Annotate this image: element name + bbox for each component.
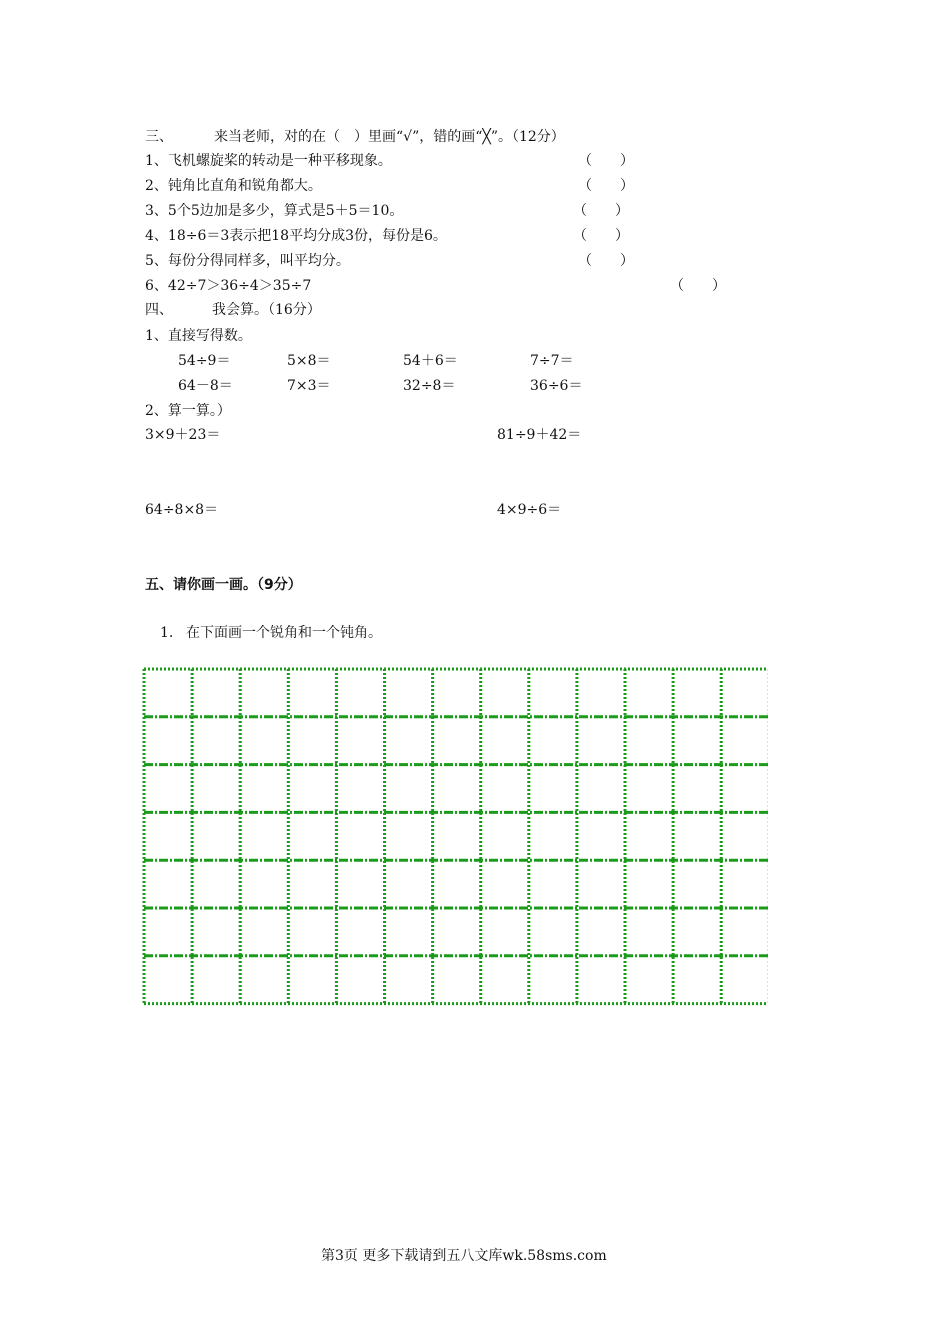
answer-paren-6[interactable]: （ ）: [670, 278, 726, 294]
judge-item-4: 4、18÷6＝3表示把18平均分成3份，每份是6。: [145, 228, 447, 244]
judge-item-5: 5、每份分得同样多，叫平均分。: [145, 253, 350, 269]
page-footer: 第3页 更多下载请到五八文库wk.58sms.com: [321, 1248, 607, 1264]
drawing-item-number: 1.: [160, 625, 174, 641]
direct-calc-problem: 54÷9＝: [178, 353, 231, 369]
direct-calc-problem: 7÷7＝: [530, 353, 574, 369]
judge-item-1: 1、飞机螺旋桨的转动是一种平移现象。: [145, 153, 392, 169]
section3-title: 来当老师，对的在（ ）里画“√”，错的画“╳”。（12分）: [214, 129, 565, 145]
direct-calc-problem: 5×8＝: [287, 353, 331, 369]
direct-calc-heading: 1、直接写得数。: [145, 328, 252, 344]
calc-heading: 2、算一算。）: [145, 403, 231, 419]
calc-problem: 81÷9＋42＝: [497, 427, 582, 443]
section4-title-prefix: 四、: [145, 302, 173, 318]
direct-calc-problem: 54＋6＝: [403, 353, 458, 369]
judge-item-2: 2、钝角比直角和锐角都大。: [145, 178, 322, 194]
calc-problem: 3×9＋23＝: [145, 427, 221, 443]
answer-paren-2[interactable]: （ ）: [578, 178, 634, 194]
section3-title-prefix: 三、: [145, 129, 173, 145]
drawing-item-text: 在下面画一个锐角和一个钝角。: [186, 625, 382, 641]
direct-calc-problem: 36÷6＝: [530, 378, 583, 394]
answer-paren-5[interactable]: （ ）: [578, 253, 634, 269]
answer-paren-1[interactable]: （ ）: [578, 153, 634, 169]
answer-paren-3[interactable]: （ ）: [573, 203, 629, 219]
calc-problem: 64÷8×8＝: [145, 502, 219, 518]
drawing-grid[interactable]: [142, 667, 768, 1007]
calc-problem: 4×9÷6＝: [497, 502, 562, 518]
direct-calc-problem: 64－8＝: [178, 378, 233, 394]
judge-item-6: 6、42÷7＞36÷4＞35÷7: [145, 278, 312, 294]
section5-title: 五、请你画一画。（9分）: [145, 577, 302, 593]
direct-calc-problem: 32÷8＝: [403, 378, 456, 394]
section4-title: 我会算。（16分）: [212, 302, 321, 318]
answer-paren-4[interactable]: （ ）: [573, 228, 629, 244]
judge-item-3: 3、5个5边加是多少，算式是5＋5＝10。: [145, 203, 404, 219]
direct-calc-problem: 7×3＝: [287, 378, 331, 394]
